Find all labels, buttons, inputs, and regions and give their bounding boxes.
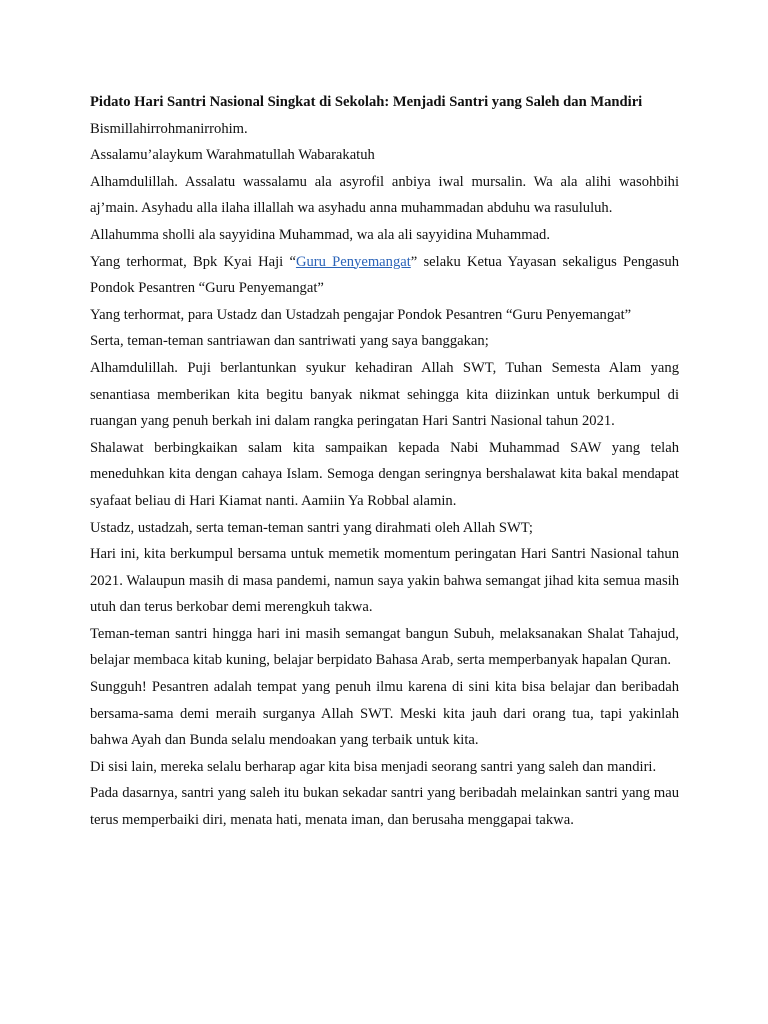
- document-title: Pidato Hari Santri Nasional Singkat di Sekolah: Menjadi Santri yang Saleh dan Mandiri: [90, 94, 643, 110]
- paragraph-pious-santri: Pada dasarnya, santri yang saleh itu bukan sekadar santri yang beribadah melainkan santri yang mau terus memperbaiki diri, menata hati, menata iman, dan berusaha menggapai takwa.: [90, 785, 679, 829]
- paragraph-address-audience: Ustadz, ustadzah, serta teman-teman santri yang dirahmati oleh Allah SWT;: [90, 519, 533, 536]
- respect-kyai-text-after: ” selaku Ketua Yayasan sekaligus Pengasuh Pondok Pesantren “Guru Penyemangat”: [90, 253, 679, 297]
- paragraph-respect-students: Serta, teman-teman santriawan dan santriwati yang saya banggakan;: [90, 333, 489, 350]
- paragraph-salutation-prophet: Shalawat berbingkaikan salam kita sampaikan kepada Nabi Muhammad SAW yang telah meneduhkan kita dengan cahaya Islam. Semoga dengan seringnya bershalawat kita bakal mendapat syafaat beliau di Hari Kiamat nanti. Aamiin Ya Robbal alamin.: [90, 439, 679, 509]
- paragraph-santri-activities: Teman-teman santri hingga hari ini masih semangat bangun Subuh, melaksanakan Shalat Tahajud, belajar membaca kitab kuning, belajar berpidato Bahasa Arab, serta memperbanyak hapalan Quran.: [90, 625, 679, 669]
- document-page: [90, 89, 679, 834]
- paragraph-pesantren: Sungguh! Pesantren adalah tempat yang penuh ilmu karena di sini kita bisa belajar dan beribadah bersama-sama demi meraih surganya Allah SWT. Meski kita jauh dari orang tua, tapi yakinlah bahwa Ayah dan Bunda selalu mendoakan yang terbaik untuk kita.: [90, 679, 679, 749]
- paragraph-basmalah: Bismillahirrohmanirrohim.: [90, 120, 248, 137]
- paragraph-respect-kyai: [90, 249, 679, 302]
- paragraph-shalawat: Allahumma sholli ala sayyidina Muhammad, wa ala ali sayyidina Muhammad.: [90, 226, 551, 243]
- paragraph-parents-hope: Di sisi lain, mereka selalu berharap agar kita bisa menjadi seorang santri yang saleh dan mandiri.: [90, 758, 657, 775]
- paragraph-today: Hari ini, kita berkumpul bersama untuk memetik momentum peringatan Hari Santri Nasional tahun 2021. Walaupun masih di masa pandemi, namun saya yakin bahwa semangat jihad kita semua masih utuh dan terus berkobar demi merengkuh takwa.: [90, 546, 679, 616]
- respect-kyai-text-before: Yang terhormat, Bpk Kyai Haji “: [90, 253, 296, 270]
- paragraph-gratitude: Alhamdulillah. Puji berlantunkan syukur kehadiran Allah SWT, Tuhan Semesta Alam yang senantiasa memberikan kita begitu banyak nikmat sehingga kita diizinkan untuk berkumpul di ruangan yang penuh berkah ini dalam rangka peringatan Hari Santri Nasional tahun 2021.: [90, 359, 679, 430]
- paragraph-greeting: Assalamu’alaykum Warahmatullah Wabarakatuh: [90, 147, 375, 164]
- paragraph-respect-teachers: Yang terhormat, para Ustadz dan Ustadzah pengajar Pondok Pesantren “Guru Penyemangat”: [90, 306, 632, 323]
- guru-penyemangat-link[interactable]: Guru Penyemangat: [295, 253, 411, 270]
- paragraph-opening-praise: Alhamdulillah. Assalatu wassalamu ala asyrofil anbiya iwal mursalin. Wa ala alihi wasohbihi aj’main. Asyhadu alla ilaha illallah wa asyhadu anna muhammadan abduhu wa rasululuh.: [90, 173, 679, 217]
